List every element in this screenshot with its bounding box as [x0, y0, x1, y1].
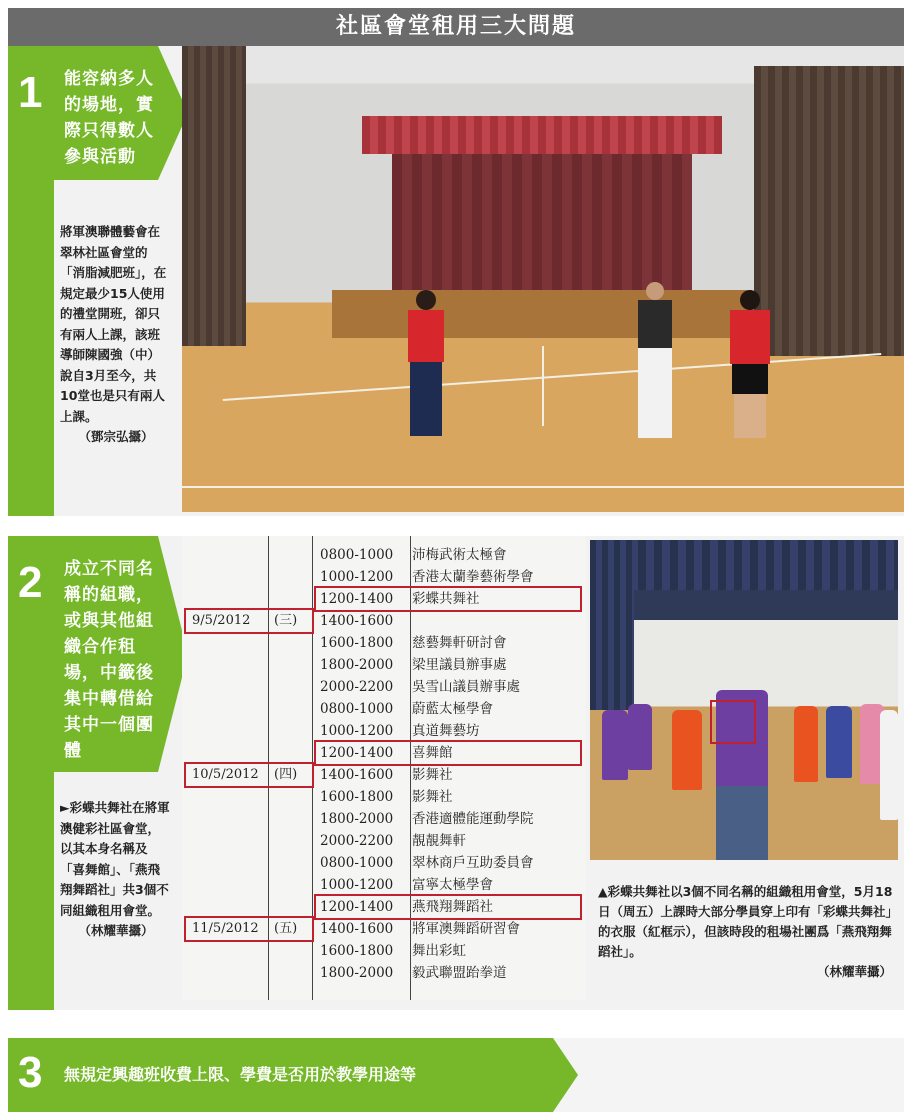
schedule-time: 1400-1600: [320, 767, 394, 783]
schedule-time: 1400-1600: [320, 921, 394, 937]
schedule-organization: 影舞社: [412, 789, 453, 805]
booking-schedule-scan: [182, 536, 586, 1000]
section-1-credit: （鄧宗弘攝）: [78, 429, 154, 444]
section-1-strip: [8, 180, 54, 516]
schedule-organization: 彩蝶共舞社: [412, 591, 480, 607]
photo-2-caption: ▲彩蝶共舞社以3個不同名稱的組織租用會堂，5月18日（周五）上課時大部分學員穿上印有「彩蝶共舞社」的衣服（紅框示），但該時段的租場社團爲「燕飛翔舞蹈社」。: [598, 884, 899, 959]
section-1-caption-box: [60, 222, 172, 448]
floor-line: [223, 353, 882, 401]
schedule-organization: 喜舞館: [412, 745, 453, 761]
schedule-time: 1000-1200: [320, 723, 394, 739]
schedule-organization: 吳雪山議員辦事處: [412, 679, 520, 695]
schedule-time: 1600-1800: [320, 635, 394, 651]
slot-highlight-box: [314, 586, 582, 612]
section-2: [8, 536, 904, 1010]
section-1-headline: 能容納多人的場地，實際只得數人參與活動: [64, 69, 154, 167]
schedule-time: 0800-1000: [320, 547, 394, 563]
schedule-date-value: 10/5/2012: [192, 767, 259, 782]
schedule-weekday: (四): [274, 767, 298, 782]
schedule-row: [312, 830, 586, 852]
dancer: [602, 710, 628, 780]
hall-curtain: [590, 540, 898, 590]
schedule-organization: 舞出彩虹: [412, 943, 466, 959]
hall-curtain-side: [590, 540, 634, 710]
schedule-row: [312, 808, 586, 830]
schedule-row: [312, 676, 586, 698]
schedule-weekday: (三): [274, 613, 298, 628]
date-highlight-box: [184, 608, 314, 634]
schedule-row: [312, 566, 586, 588]
schedule-time: 1600-1800: [320, 789, 394, 805]
schedule-row: [312, 940, 586, 962]
schedule-organization: 真道舞藝坊: [412, 723, 480, 739]
date-highlight-box: [184, 762, 314, 788]
participant-right: [730, 290, 770, 440]
schedule-row: [312, 962, 586, 984]
schedule-organization: 燕飛翔舞蹈社: [412, 899, 493, 915]
section-2-caption: ►彩蝶共舞社在將軍澳健彩社區會堂，以其本身名稱及「喜舞館」、「燕飛翔舞蹈社」共3個不同組織租用會堂。: [60, 800, 170, 918]
schedule-organization: 蔚藍太極學會: [412, 701, 493, 717]
schedule-time: 2000-2200: [320, 833, 394, 849]
dance-class-photo: [590, 540, 898, 860]
schedule-time: 0800-1000: [320, 701, 394, 717]
photo-2-credit: （林耀華攝）: [816, 964, 892, 979]
schedule-organization: 梁里議員辦事處: [412, 657, 507, 673]
schedule-time: 2000-2200: [320, 679, 394, 695]
section-1-number: 1: [18, 68, 43, 117]
section-2-headline: 成立不同名稱的組職，或與其他組織合作租場，中籤後集中轉借給其中一個團體: [64, 559, 154, 761]
dancer: [826, 706, 852, 778]
section-3: [8, 1038, 904, 1112]
participant-left: [408, 290, 444, 440]
schedule-time: 1800-2000: [320, 811, 394, 827]
schedule-row: [312, 852, 586, 874]
floor-line: [542, 346, 544, 426]
schedule-row: [312, 698, 586, 720]
section-1-caption: 將軍澳聯體藝會在翠林社區會堂的「消脂減肥班」，在規定最少15人使用的禮堂開班，卻只有兩人上課，該班導師陳國強（中）說自3月至今，共10堂也是只有兩人上課。: [60, 224, 167, 424]
dancer: [628, 704, 652, 770]
dancer: [880, 710, 898, 820]
schedule-organization: 翠林商戶互助委員會: [412, 855, 534, 871]
schedule-weekday: (五): [274, 921, 298, 936]
section-2-credit: （林耀華攝）: [78, 923, 154, 938]
schedule-row: [312, 874, 586, 896]
slot-highlight-box: [314, 894, 582, 920]
schedule-time: 1400-1600: [320, 613, 394, 629]
section-3-headline: 無規定興趣班收費上限、學費是否用於教學用途等: [64, 1065, 417, 1084]
schedule-row: [312, 610, 586, 632]
schedule-date-value: 9/5/2012: [192, 613, 251, 628]
schedule-time: 1200-1400: [320, 591, 394, 607]
schedule-organization: 沛梅武術太極會: [412, 547, 507, 563]
dancer: [672, 710, 702, 790]
schedule-time: 1800-2000: [320, 657, 394, 673]
schedule-organization: 影舞社: [412, 767, 453, 783]
schedule-organization: 香港太蘭拳藝術學會: [412, 569, 534, 585]
schedule-row: [312, 544, 586, 566]
schedule-row: [312, 918, 586, 940]
schedule-time: 0800-1000: [320, 855, 394, 871]
schedule-organization: 將軍澳舞蹈研習會: [412, 921, 520, 937]
schedule-row: [312, 786, 586, 808]
slot-highlight-box: [314, 740, 582, 766]
stage-valance: [362, 116, 722, 154]
schedule-time: 1800-2000: [320, 965, 394, 981]
section-2-number: 2: [18, 558, 43, 607]
stage-front: [332, 290, 752, 338]
schedule-row: [312, 654, 586, 676]
floor-line: [182, 486, 904, 488]
dancer-highlighted: [716, 690, 768, 860]
schedule-time: 1000-1200: [320, 569, 394, 585]
stage-curtain: [392, 154, 692, 290]
schedule-organization: 靚靚舞軒: [412, 833, 466, 849]
page-title: 社區會堂租用三大問題: [8, 8, 904, 46]
schedule-row: [312, 720, 586, 742]
schedule-row: [312, 632, 586, 654]
schedule-time: 1200-1400: [320, 899, 394, 915]
date-highlight-box: [184, 916, 314, 942]
schedule-date-value: 11/5/2012: [192, 921, 259, 936]
schedule-time: 1200-1400: [320, 745, 394, 761]
schedule-time: 1000-1200: [320, 877, 394, 893]
hall-curtain-left: [182, 46, 246, 346]
dancer: [794, 706, 818, 782]
schedule-organization: 毅武聯盟跆拳道: [412, 965, 507, 981]
instructor: [638, 282, 672, 444]
section-1: [8, 46, 904, 516]
schedule-organization: 香港適體能運動學院: [412, 811, 534, 827]
section-3-number: 3: [18, 1048, 43, 1097]
hall-curtain-right: [754, 66, 904, 356]
section-2-strip: [8, 772, 54, 1010]
schedule-organization: 富寧太極學會: [412, 877, 493, 893]
photo-2-caption-box: [598, 882, 898, 982]
section-2-caption-box: [60, 798, 172, 942]
schedule-time: 1600-1800: [320, 943, 394, 959]
hall-photo: [182, 46, 904, 512]
schedule-organization: 慈藝舞軒研討會: [412, 635, 507, 651]
red-highlight-box: [710, 700, 756, 744]
schedule-row: [312, 764, 586, 786]
